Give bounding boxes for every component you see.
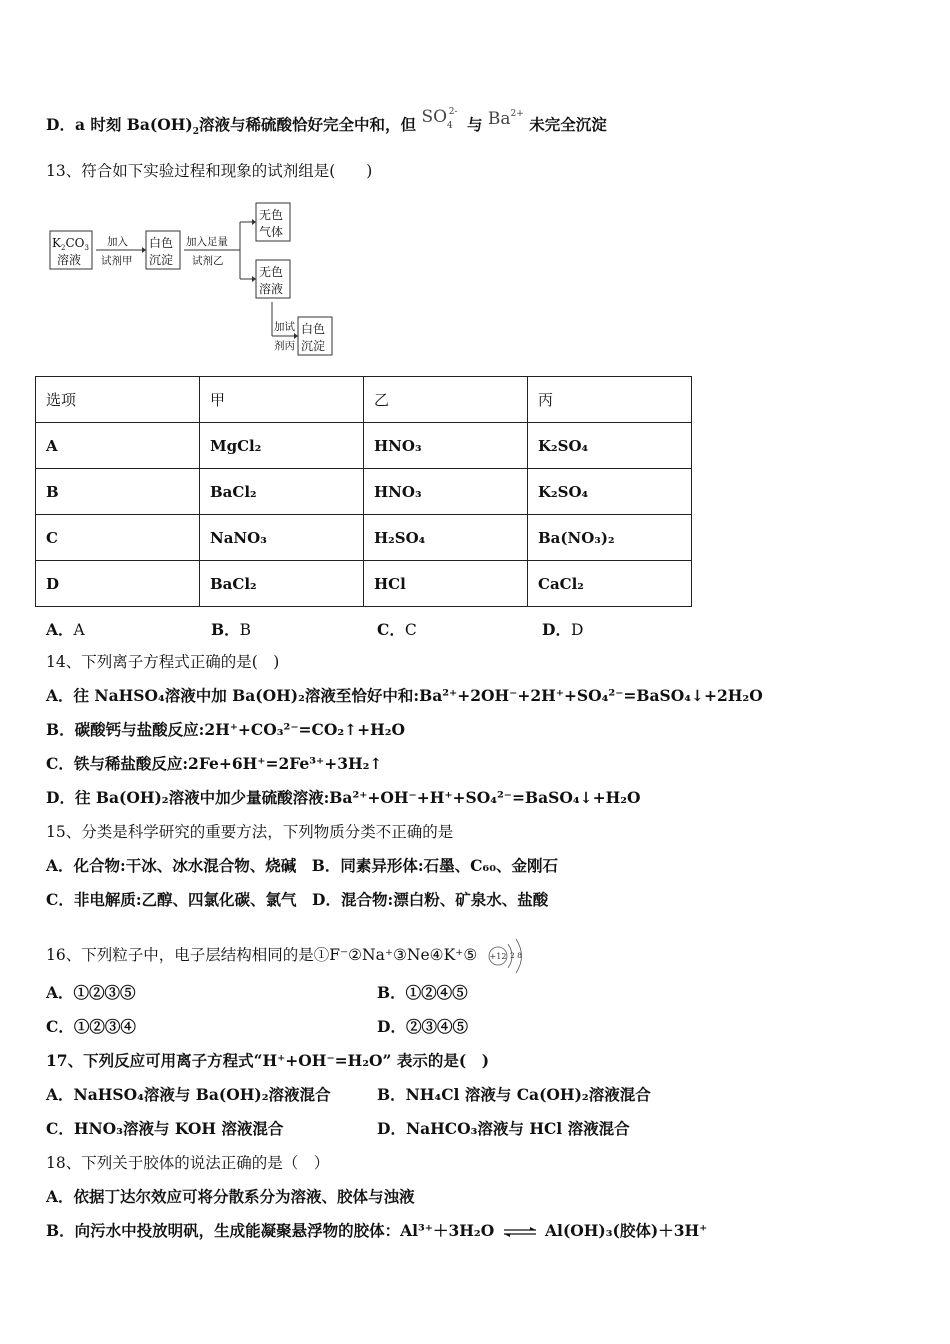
- flow-box5-line2: 沉淀: [301, 339, 326, 353]
- table-cell: BaCl₂: [200, 469, 364, 515]
- q14-stem: 14、下列离子方程式正确的是( ): [46, 653, 280, 671]
- flow-box2-line1: 白色: [149, 236, 174, 250]
- q17-option-c: C．HNO₃溶液与 KOH 溶液混合: [46, 1119, 284, 1138]
- table-cell: CaCl₂: [528, 561, 692, 607]
- option-label: D．: [542, 620, 571, 639]
- option-label: A．: [46, 620, 74, 639]
- q12-d-sub: 2: [192, 127, 200, 138]
- q18-b-pre: B．向污水中投放明矾，生成能凝聚悬浮物的胶体：Al³⁺＋3H₂O: [46, 1221, 495, 1240]
- q12-d-label: D．: [46, 115, 75, 134]
- q17-option-b: B．NH₄Cl 溶液与 Ca(OH)₂溶液混合: [377, 1085, 651, 1104]
- q18-option-b: [46, 1221, 707, 1241]
- flow-box5-line1: 白色: [301, 322, 326, 336]
- q13-option-d: [542, 618, 583, 640]
- table-cell: Ba(NO₃)₂: [528, 515, 692, 561]
- mg-ion-structure-diagram: [486, 936, 530, 976]
- q12-d-text-c: 与: [466, 115, 483, 134]
- table-cell: H₂SO₄: [364, 515, 528, 561]
- ba-text: Ba: [487, 109, 511, 129]
- table-header-cell: 选项: [36, 377, 200, 423]
- table-cell: K₂SO₄: [528, 423, 692, 469]
- q17-option-d: D．NaHCO₃溶液与 HCl 溶液混合: [377, 1119, 630, 1138]
- table-cell: HCl: [364, 561, 528, 607]
- option-text: D: [570, 621, 584, 639]
- flow-arrow1-bottom: 试剂甲: [101, 255, 133, 267]
- q15-stem: 15、分类是科学研究的重要方法，下列物质分类不正确的是: [46, 823, 454, 841]
- flow-box3-line1: 无色: [259, 208, 284, 222]
- table-cell: MgCl₂: [200, 423, 364, 469]
- table-header-cell: 乙: [364, 377, 528, 423]
- table-cell: A: [36, 423, 200, 469]
- so4-text: SO: [421, 107, 448, 127]
- table-cell: HNO₃: [364, 469, 528, 515]
- flow-box4-line2: 溶液: [259, 282, 284, 296]
- q13-option-c: [377, 618, 417, 640]
- q14-option-b: B．碳酸钙与盐酸反应:2H⁺+CO₃²⁻=CO₂↑+H₂O: [46, 720, 406, 739]
- table-cell: BaCl₂: [200, 561, 364, 607]
- q16-option-a: A．①②③⑤: [46, 983, 136, 1002]
- ba-sup: 2+: [510, 109, 524, 119]
- reversible-arrow-icon: [503, 1227, 537, 1237]
- q17-option-a: A．NaHSO₄溶液与 Ba(OH)₂溶液混合: [46, 1085, 331, 1104]
- q16-option-c: C．①②③④: [46, 1017, 136, 1036]
- q16-stem-text: 16、下列粒子中，电子层结构相同的是①F⁻②Na⁺③Ne④K⁺⑤: [46, 946, 478, 964]
- flow-start-formula: $K_2CO_3$: [52, 236, 89, 252]
- table-header-row: [36, 377, 692, 423]
- option-text: C: [404, 621, 417, 639]
- table-row: [36, 561, 692, 607]
- q14-option-d: D．往 Ba(OH)₂溶液中加少量硫酸溶液:Ba²⁺+OH⁻+H⁺+SO₄²⁻=BaSO₄↓+H₂O: [46, 788, 641, 807]
- q13-option-a: [46, 618, 85, 640]
- flow-box3-line2: 气体: [259, 225, 284, 239]
- q18-option-a: A．依据丁达尔效应可将分散系分为溶液、胶体与浊液: [46, 1187, 415, 1206]
- option-text: B: [239, 621, 251, 639]
- so4-formula: [421, 107, 461, 131]
- q15-options-ab: A．化合物:干冰、冰水混合物、烧碱 B．同素异形体:石墨、C₆₀、金刚石: [46, 856, 558, 875]
- q13-reagent-table: [35, 376, 692, 607]
- nucleus-charge: +12: [489, 952, 507, 961]
- q16-option-b: B．①②④⑤: [377, 983, 468, 1002]
- ba-formula: [488, 109, 524, 129]
- flow-arrow2-bottom: 试剂乙: [192, 255, 224, 267]
- q17-stem: 17、下列反应可用离子方程式“H⁺+OH⁻=H₂O” 表示的是( ): [46, 1051, 490, 1070]
- option-text: A: [73, 621, 85, 639]
- table-cell: HNO₃: [364, 423, 528, 469]
- option-label: B．: [211, 620, 240, 639]
- q14-option-c: C．铁与稀盐酸反应:2Fe+6H⁺=2Fe³⁺+3H₂↑: [46, 754, 383, 773]
- table-cell: B: [36, 469, 200, 515]
- table-row: [36, 515, 692, 561]
- so4-sub: 4: [447, 121, 453, 131]
- q14-option-a: A．往 NaHSO₄溶液中加 Ba(OH)₂溶液至恰好中和:Ba²⁺+2OH⁻+2H⁺+SO₄²⁻=BaSO₄↓+2H₂O: [46, 686, 763, 705]
- so4-sup: 2-: [448, 107, 458, 117]
- table-row: [36, 423, 692, 469]
- table-cell: C: [36, 515, 200, 561]
- q13-option-b: [211, 618, 251, 640]
- flow-arrow1-top: 加入: [107, 236, 128, 248]
- table-header-cell: 丙: [528, 377, 692, 423]
- table-cell: D: [36, 561, 200, 607]
- option-label: C．: [377, 620, 405, 639]
- q13-stem: 13、符合如下实验过程和现象的试剂组是( ): [46, 162, 373, 180]
- shell-electrons: 2 8: [510, 951, 523, 960]
- q12-d-text-d: 未完全沉淀: [529, 115, 607, 134]
- table-header-cell: 甲: [200, 377, 364, 423]
- flow-arrow3-bottom: 剂丙: [274, 340, 295, 352]
- flow-box2-line2: 沉淀: [149, 253, 174, 267]
- q16-stem: [46, 936, 530, 976]
- flow-start-line2: 溶液: [57, 253, 82, 267]
- table-cell: NaNO₃: [200, 515, 364, 561]
- q18-stem: 18、下列关于胶体的说法正确的是（ ）: [46, 1154, 330, 1172]
- table-row: [36, 469, 692, 515]
- q12-d-text-b: 溶液与稀硫酸恰好完全中和，但: [199, 115, 417, 134]
- q15-options-cd: C．非电解质:乙醇、四氯化碳、氯气 D．混合物:漂白粉、矿泉水、盐酸: [46, 890, 549, 909]
- table-cell: K₂SO₄: [528, 469, 692, 515]
- q13-flow-diagram: [46, 198, 346, 358]
- flow-arrow2-top: 加入足量: [186, 236, 228, 248]
- q18-b-post: Al(OH)₃(胶体)＋3H⁺: [545, 1221, 708, 1240]
- q12-d-text-a: a 时刻 Ba(OH): [74, 115, 193, 134]
- flow-box4-line1: 无色: [259, 265, 284, 279]
- q16-option-d: D．②③④⑤: [377, 1017, 468, 1036]
- q12-option-d: [46, 107, 607, 138]
- flow-arrow3-top: 加试: [274, 321, 295, 333]
